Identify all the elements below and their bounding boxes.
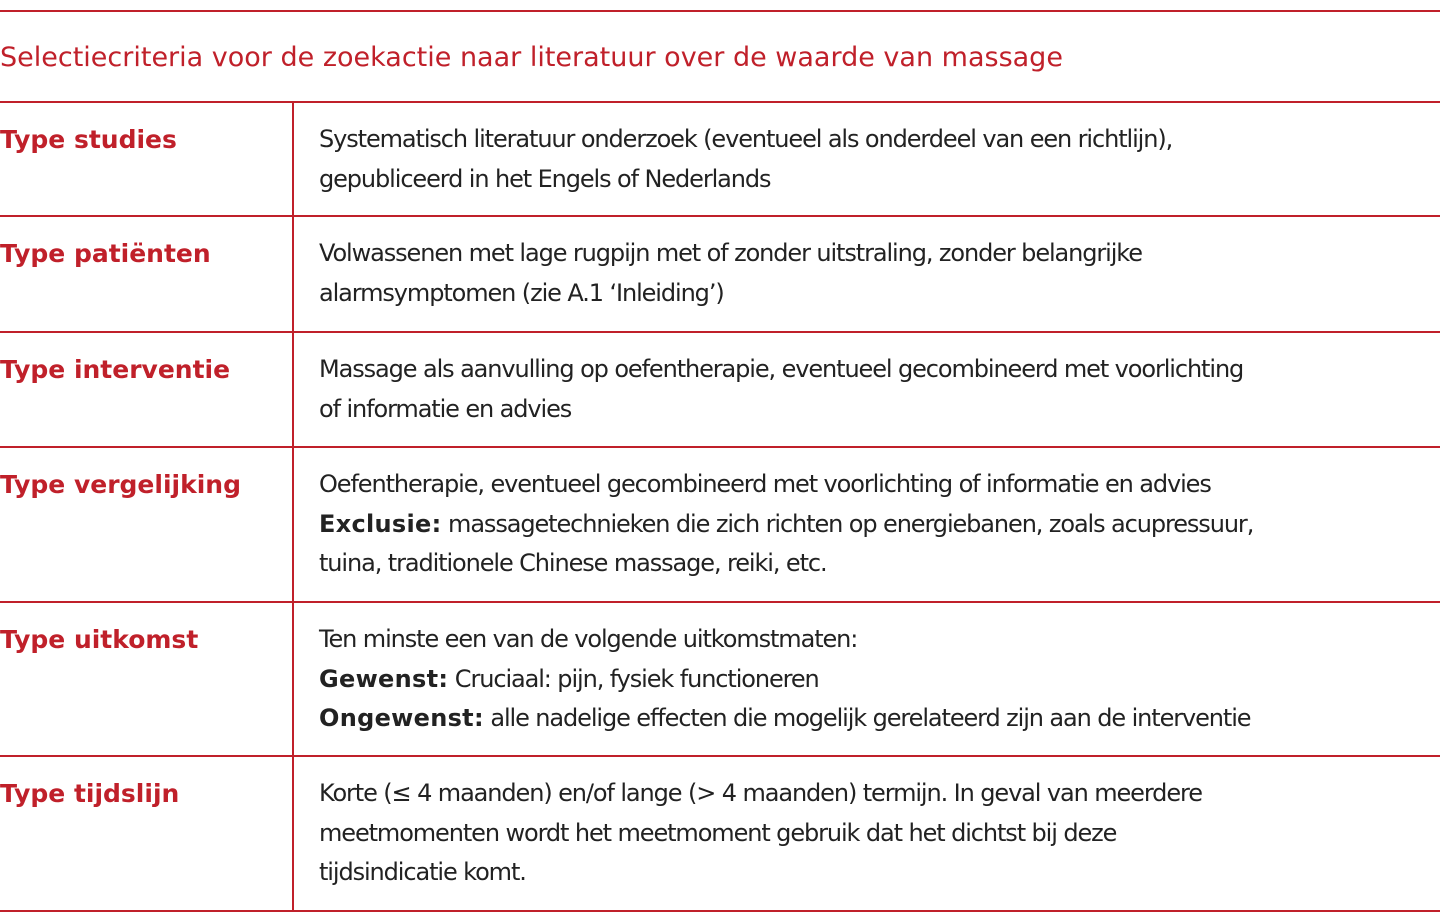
content-text: Cruciaal: pijn, fysiek functioneren — [448, 664, 819, 693]
content-line — [319, 390, 1437, 430]
table-title: Selectiecriteria voor de zoekactie naar literatuur over de waarde van massage — [0, 42, 1063, 73]
content-text: alle nadelige effecten die mogelijk gerelateerd zijn aan de interventie — [483, 704, 1251, 732]
content-text: meetmomenten wordt het meetmoment gebruik dat het dichtst bij deze — [319, 818, 1117, 847]
content-line — [319, 620, 1437, 660]
content-line — [319, 814, 1437, 854]
row-content — [319, 465, 1437, 584]
content-line — [319, 274, 1437, 314]
table-row — [0, 102, 1440, 216]
content-line — [319, 160, 1437, 200]
row-label: Type vergelijking — [0, 470, 241, 499]
table-row — [0, 602, 1440, 756]
content-text: gepubliceerd in het Engels of Nederlands — [319, 164, 771, 193]
table-row — [0, 447, 1440, 602]
table-row — [0, 332, 1440, 447]
content-text: Massage als aanvulling op oefentherapie, eventueel gecombineerd met voorlichting — [319, 355, 1244, 383]
content-line — [319, 350, 1437, 390]
table-row — [0, 756, 1440, 911]
content-keyword: Gewenst: — [319, 664, 449, 693]
row-content — [319, 774, 1437, 893]
content-text: Oefentherapie, eventueel gecombineerd met voorlichting of informatie en advies — [319, 470, 1211, 498]
content-line — [319, 120, 1437, 160]
row-content — [319, 350, 1437, 429]
content-keyword: Exclusie: — [319, 509, 442, 538]
content-keyword: Ongewenst: — [319, 704, 484, 732]
content-line — [319, 699, 1437, 739]
row-label: Type tijdslijn — [0, 779, 180, 808]
content-line — [319, 234, 1437, 274]
content-line — [319, 544, 1437, 584]
content-text: Korte (≤ 4 maanden) en/of lange (> 4 maanden) termijn. In geval van meerdere — [319, 779, 1202, 807]
content-text: alarmsymptomen (zie A.1 ‘Inleiding’) — [319, 278, 724, 307]
content-line — [319, 853, 1437, 893]
content-text: tuina, traditionele Chinese massage, reiki, etc. — [319, 549, 827, 577]
row-label: Type patiënten — [0, 239, 211, 268]
table-row — [0, 216, 1440, 332]
content-text: tijdsindicatie komt. — [319, 858, 526, 886]
row-content — [319, 620, 1437, 739]
content-line — [319, 660, 1437, 700]
content-text: massagetechnieken die zich richten op energiebanen, zoals acupressuur, — [441, 509, 1254, 538]
row-label: Type uitkomst — [0, 625, 199, 654]
content-text: Volwassenen met lage rugpijn met of zonder uitstraling, zonder belangrijke — [319, 239, 1142, 267]
row-divider — [0, 910, 1440, 912]
content-text: Systematisch literatuur onderzoek (eventueel als onderdeel van een richtlijn), — [319, 125, 1173, 153]
content-line — [319, 465, 1437, 505]
content-line — [319, 505, 1437, 545]
row-label: Type studies — [0, 125, 177, 154]
row-label: Type interventie — [0, 355, 231, 384]
row-content — [319, 120, 1437, 199]
content-line — [319, 774, 1437, 814]
content-text: of informatie en advies — [319, 394, 572, 423]
row-content — [319, 234, 1437, 313]
content-text: Ten minste een van de volgende uitkomstmaten: — [319, 625, 858, 653]
top-rule — [0, 10, 1440, 12]
